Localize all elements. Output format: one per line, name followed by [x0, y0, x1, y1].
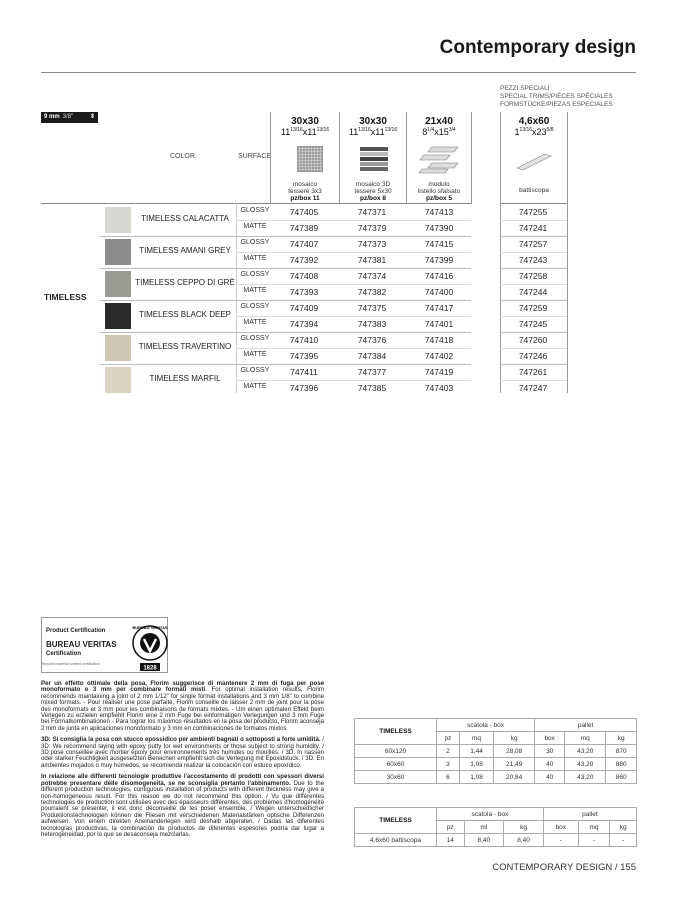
thickness-arrows-icon: ⇕ [89, 114, 95, 120]
packing-col-header: box [535, 732, 565, 745]
color-name: TIMELESS CEPPO DI GRÈ [135, 278, 235, 287]
surface-label: MATTE [243, 287, 267, 294]
surface-label: MATTE [243, 223, 267, 230]
trim-article-code: 747247 [518, 383, 548, 393]
article-code: 747409 [289, 303, 319, 313]
article-code: 747377 [357, 367, 387, 377]
packing-value: 1,44 [459, 745, 493, 758]
article-code: 747399 [424, 255, 454, 265]
article-code: 747390 [424, 223, 454, 233]
format-header-3: 21x40 $8^{1/4}x15^{3/4}$ [422, 116, 456, 137]
color-name: TIMELESS AMANI GREY [139, 246, 231, 255]
color-name: TIMELESS BLACK DEEP [138, 310, 232, 319]
packing-col-header: mq [578, 821, 610, 834]
article-code: 747394 [289, 319, 319, 329]
article-code: 747375 [357, 303, 387, 313]
format-header-2: 30x30 $11^{13/16}x11^{13/16}$ [348, 116, 398, 137]
format-header-1: 30x30 $11^{13/16}x11^{13/16}$ [280, 116, 330, 137]
color-swatch [105, 271, 131, 297]
article-code: 747382 [357, 287, 387, 297]
surface-label: GLOSSY [240, 303, 270, 310]
packing-value: 880 [606, 758, 637, 771]
packing-col-header: ml [464, 821, 504, 834]
surface-label: MATTE [243, 351, 267, 358]
article-code: 747371 [357, 207, 387, 217]
packing-value: 1,08 [459, 771, 493, 784]
packing-value: - [610, 834, 637, 847]
packing-value: 1,08 [459, 758, 493, 771]
packing-col-header: pz [437, 732, 460, 745]
trim-header: 4,6x60 $1^{13/16}x23^{5/8}$ [514, 116, 554, 137]
packing-col-header: kg [610, 821, 637, 834]
article-code: 747374 [357, 271, 387, 281]
packing-format: 4,6x60 battiscopa [355, 834, 437, 847]
article-code: 747416 [424, 271, 454, 281]
packing-row [355, 834, 637, 847]
article-code: 747381 [357, 255, 387, 265]
trim-article-code: 747243 [518, 255, 548, 265]
article-code: 747384 [357, 351, 387, 361]
trim-article-code: 747245 [518, 319, 548, 329]
article-code: 747389 [289, 223, 319, 233]
article-code: 747408 [289, 271, 319, 281]
article-code: 747415 [424, 239, 454, 249]
article-code: 747401 [424, 319, 454, 329]
trim-article-code: 747258 [518, 271, 548, 281]
page-title: Contemporary design [439, 37, 636, 58]
article-code: 747419 [424, 367, 454, 377]
trim-article-code: 747255 [518, 207, 548, 217]
trim-article-code: 747259 [518, 303, 548, 313]
article-code: 747373 [357, 239, 387, 249]
packing-value: 2 [437, 745, 460, 758]
color-swatch [105, 367, 131, 393]
article-code: 747402 [424, 351, 454, 361]
certification-box: Product Certification BUREAU VERITAS Certification BUREAU VERITAS 1828 [41, 617, 168, 673]
format-label-3: modulo listello sfalsato pz/box 5 [417, 181, 461, 202]
article-code: 747418 [424, 335, 454, 345]
article-code: 747411 [290, 367, 318, 377]
article-code: 747410 [289, 335, 319, 345]
packing-format: 30x60 [355, 771, 437, 784]
packing-col-header: mq [565, 732, 606, 745]
svg-text:1828: 1828 [143, 665, 157, 672]
surface-label: GLOSSY [240, 207, 270, 214]
packing-row [355, 745, 637, 758]
packing-value: 30 [535, 745, 565, 758]
packing-table-tiles: TIMELESS scatola - box pallet pz mq kg box mq kg 60x120 2 1,44 28,08 30 43,20 870 60x60 3 1,08 21,49 40 43,20 880 30x60 6 1,08 20,84 40 43,20 860 [354, 718, 637, 784]
article-code: 747403 [424, 383, 454, 393]
article-code: 747413 [424, 207, 454, 217]
article-code: 747407 [289, 239, 319, 249]
surface-label: GLOSSY [240, 239, 270, 246]
packing-value: 6 [437, 771, 460, 784]
packing-col-header: kg [504, 821, 544, 834]
packing-value: 40 [535, 771, 565, 784]
article-code: 747376 [357, 335, 387, 345]
packing-value: 14 [437, 834, 465, 847]
color-column-header: COLOR [170, 153, 195, 160]
packing-col-header: pz [437, 821, 465, 834]
packing-value: 8,40 [504, 834, 544, 847]
packing-value: 3 [437, 758, 460, 771]
packing-value: 40 [535, 758, 565, 771]
trim-article-code: 747241 [518, 223, 548, 233]
installation-notes: Per un effetto ottimale della posa, Florim suggerisce di mantenere 2 mm di fuga per pose monoformato e 3 mm per combinare formati misti. For optimal installation results, Florim recommends maintaining a joint of 2 mm 1/12" for single format installations and 3 mm 1/8" to combine mixed formats. - Pour réaliser une pose parfaite, Florim conseille de laisser 2 mm de joint pour la pose des monoformats et 3 mm pour les combinaisons de formats mixtes. - Um einen optimalen Effekt beim Verlegen zu erzielen empfiehlt Florim eine 2 mm Fuge bei einformatigen Verlegungen und 3 mm Fuge bei Formatkombinationen - Para lograr los máximos resultados en la posa del producto, Florim aconseja 2 mm de junta en aplicaciones monoformato y 3 mm en combinaciones de formatos mixtos 3D: Si consiglia la posa con stucco epossidico per ambienti bagnati o sottoposti a forte umidità. / 3D: We recommend laying with epoxy putty for wet environments or those subject to strong humidity. / 3D:pose conseillée avec mortier époxy pour environnements très humides ou mouillés. / 3D: In nassen oder starker Feuchtigkeit ausgesetzten Bereichen empfiehlt sich die Verlegung mit Epoxidstuck. / 3D: En ambientes mojados o muy húmedos, se recomienda realizar la colocación con estuco epoxídico. In relazione alle differenti tecnologie produttive l'accostamento di prodotti con spessori diversi potrebbe presentare delle disomogeneità, se ne sconsiglia pertanto l'abbinamento. Due to the different production technologies, contiguous installation of products with different thickness may give a non-homogeneous result. For this reason we do not recommend this option. / Vu que différentes technologies de production sont utilisées avec des épaisseurs différentes, des problèmes d'homogénéité pourraient se présenter, il est donc déconseillé de les poser ensemble. / Wegen unterschiedlicher Produktionstechnologien können die Fliesen mit verschiedenen Materialstärken optische Differenzen aufweisen. Von einem direkten Aneinanderlegen wird deshalb abgeraten. / Dadas las diferentes tecnologías productivas, la combinación de productos de diferentes espesores podría dar lugar a heterogeneidad, por lo que se desaconseja mezclarlas. [41, 680, 324, 838]
packing-value: 870 [606, 745, 637, 758]
mosaic-tile-icon [297, 146, 323, 172]
page-footer: CONTEMPORARY DESIGN / 155 [492, 862, 636, 873]
packing-value: 43,20 [565, 771, 606, 784]
format-label-2: mosaico 3D tessere 5x30 pz/box 8 [354, 181, 392, 202]
staggered-module-icon [418, 146, 460, 174]
packing-col-header: box [543, 821, 578, 834]
color-name: TIMELESS CALACATTA [141, 214, 229, 223]
packing-format: 60x60 [355, 758, 437, 771]
packing-value: 28,08 [494, 745, 535, 758]
color-name: TIMELESS MARFIL [149, 374, 221, 383]
special-trims-header: PEZZI SPECIALI SPECIAL TRIMS/PIÈCES SPÉCIALES FORMSTÜCKE/PIEZAS ESPECIALES [500, 85, 613, 108]
packing-value: 8,40 [464, 834, 504, 847]
packing-col-header: mq [459, 732, 493, 745]
article-code: 747400 [424, 287, 454, 297]
trim-article-code: 747246 [518, 351, 548, 361]
article-code: 747393 [289, 287, 319, 297]
surface-column-header: SURFACE [238, 153, 272, 160]
article-code: 747379 [357, 223, 387, 233]
surface-label: GLOSSY [240, 367, 270, 374]
surface-label: GLOSSY [240, 335, 270, 342]
article-code: 747383 [357, 319, 387, 329]
packing-value: - [578, 834, 610, 847]
svg-text:BUREAU VERITAS: BUREAU VERITAS [132, 625, 168, 630]
article-code: 747392 [289, 255, 319, 265]
format-label-1: mosaico tessere 3x3 pz/box 11 [288, 181, 322, 202]
collection-group-label: TIMELESS [44, 292, 87, 302]
article-code: 747395 [289, 351, 319, 361]
packing-table-trims: TIMELESS scatola - box pallet pz ml kg box mq kg 4,6x60 battiscopa 14 8,40 8,40 - - - [354, 807, 637, 847]
surface-label: MATTE [243, 383, 267, 390]
packing-row [355, 758, 637, 771]
trim-article-code: 747244 [518, 287, 548, 297]
trim-article-code: 747261 [518, 367, 548, 377]
article-code: 747405 [289, 207, 319, 217]
packing-format: 60x120 [355, 745, 437, 758]
packing-col-header: kg [494, 732, 535, 745]
color-swatch [105, 239, 131, 265]
packing-value: 21,49 [494, 758, 535, 771]
color-name: TIMELESS TRAVERTINO [138, 342, 232, 351]
title-divider [41, 72, 636, 73]
packing-value: 43,20 [565, 758, 606, 771]
surface-label: MATTE [243, 255, 267, 262]
packing-value: 20,84 [494, 771, 535, 784]
packing-row [355, 771, 637, 784]
trim-label: battiscopa [519, 187, 549, 194]
color-swatch [105, 335, 131, 361]
bureau-veritas-seal-icon [131, 621, 169, 673]
packing-value: - [543, 834, 578, 847]
article-code: 747385 [357, 383, 387, 393]
skirting-trim-icon [515, 152, 553, 172]
thickness-badge: 9 mm 3/8" ⇕ [41, 112, 98, 123]
packing-value: 860 [606, 771, 637, 784]
trim-article-code: 747257 [518, 239, 548, 249]
article-code: 747417 [424, 303, 454, 313]
surface-label: GLOSSY [240, 271, 270, 278]
surface-label: MATTE [243, 319, 267, 326]
packing-col-header: kg [606, 732, 637, 745]
color-swatch [105, 303, 131, 329]
recycled-cert-caption: Recycled material content certification [41, 662, 100, 666]
article-code: 747396 [289, 383, 319, 393]
packing-value: 43,20 [565, 745, 606, 758]
color-swatch [105, 207, 131, 233]
trim-article-code: 747260 [518, 335, 548, 345]
mosaic-3d-tile-icon [360, 147, 388, 173]
